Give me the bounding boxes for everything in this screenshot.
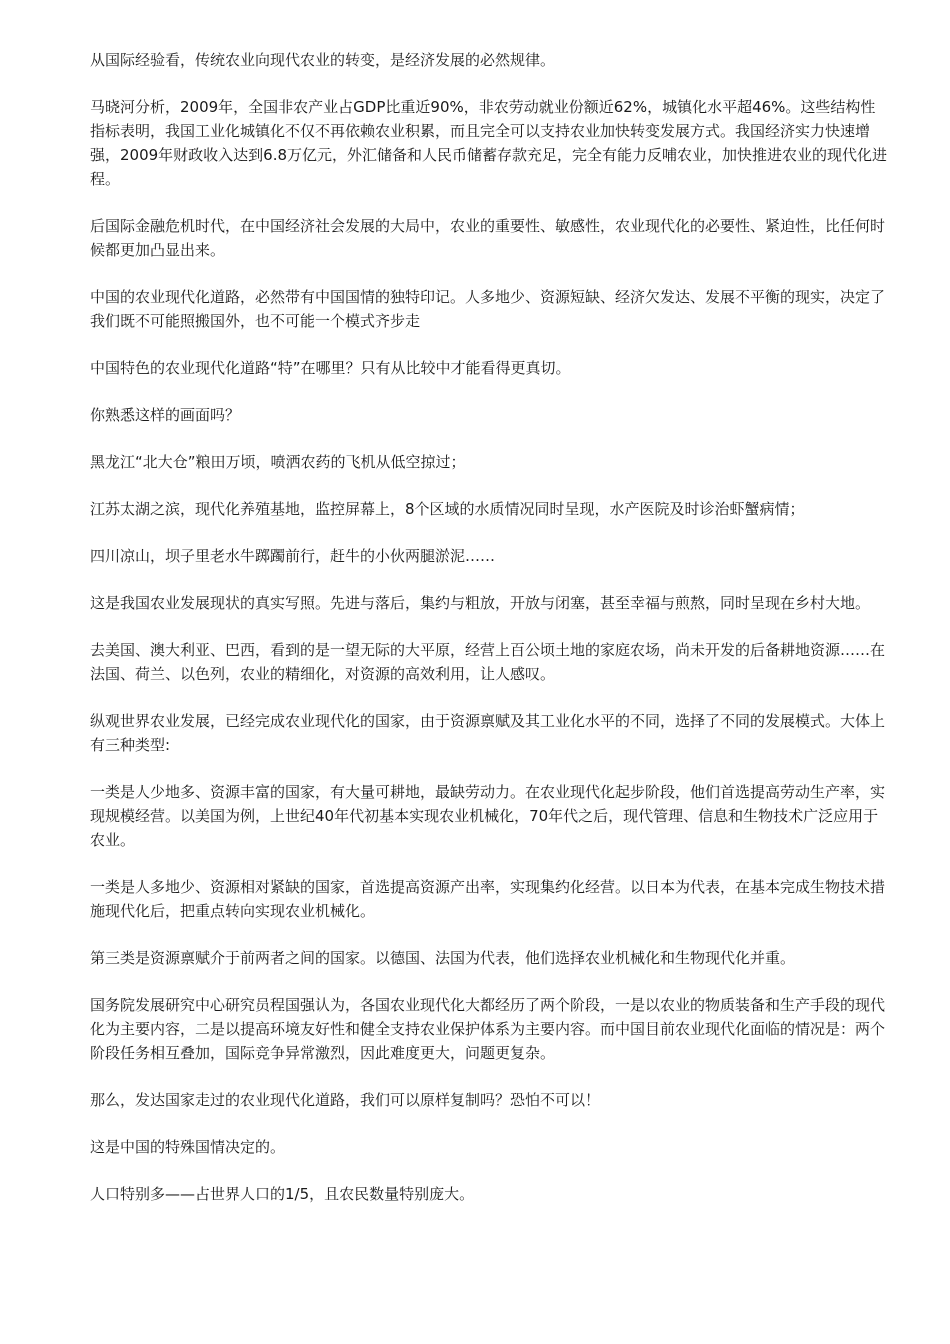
paragraph: 从国际经验看，传统农业向现代农业的转变，是经济发展的必然规律。 <box>90 51 556 69</box>
paragraph: 纵观世界农业发展，已经完成农业现代化的国家，由于资源禀赋及其工业化水平的不同，选择了不同的发展模式。大体上有三种类型: <box>90 712 886 754</box>
paragraph: 黑龙江“北大仓”粮田万顷，喷洒农药的飞机从低空掠过； <box>90 453 466 471</box>
paragraph: 第三类是资源禀赋介于前两者之间的国家。以德国、法国为代表，他们选择农业机械化和生物现代化并重。 <box>90 949 796 967</box>
paragraph: 这是我国农业发展现状的真实写照。先进与落后，集约与粗放，开放与闭塞，甚至幸福与煎熬，同时呈现在乡村大地。 <box>90 594 871 612</box>
paragraph: 这是中国的特殊国情决定的。 <box>90 1138 286 1156</box>
paragraph: 中国特色的农业现代化道路“特”在哪里？只有从比较中才能看得更真切。 <box>90 359 571 377</box>
paragraph: 后国际金融危机时代，在中国经济社会发展的大局中，农业的重要性、敏感性，农业现代化的必要性、紧迫性，比任何时候都更加凸显出来。 <box>90 217 886 259</box>
document-body <box>90 48 890 1229</box>
paragraph: 人口特别多——占世界人口的1/5，且农民数量特别庞大。 <box>90 1185 475 1203</box>
paragraph: 四川凉山，坝子里老水牛踯躅前行，赶牛的小伙两腿淤泥…… <box>90 547 496 565</box>
paragraph: 你熟悉这样的画面吗？ <box>90 406 241 424</box>
paragraph: 中国的农业现代化道路，必然带有中国国情的独特印记。人多地少、资源短缺、经济欠发达、发展不平衡的现实，决定了我们既不可能照搬国外，也不可能一个模式齐步走 <box>90 288 886 330</box>
paragraph: 一类是人少地多、资源丰富的国家，有大量可耕地，最缺劳动力。在农业现代化起步阶段，他们首选提高劳动生产率，实现规模经营。以美国为例，上世纪40年代初基本实现农业机械化，70年代之后，现代管理、信息和生物技术广泛应用于农业。 <box>90 783 886 849</box>
paragraph: 那么，发达国家走过的农业现代化道路，我们可以原样复制吗？恐怕不可以！ <box>90 1091 601 1109</box>
paragraph: 一类是人多地少、资源相对紧缺的国家，首选提高资源产出率，实现集约化经营。以日本为代表，在基本完成生物技术措施现代化后，把重点转向实现农业机械化。 <box>90 878 886 920</box>
paragraph: 马晓河分析，2009年，全国非农产业占GDP比重近90%，非农劳动就业份额近62%，城镇化水平超46%。这些结构性指标表明，我国工业化城镇化不仅不再依赖农业积累，而且完全可以支持农业加快转变发展方式。我国经济实力快速增强，2009年财政收入达到6.8万亿元，外汇储备和人民币储蓄存款充足，完全有能力反哺农业，加快推进农业的现代化进程。 <box>90 98 888 188</box>
paragraph: 江苏太湖之滨，现代化养殖基地，监控屏幕上，8个区域的水质情况同时呈现，水产医院及时诊治虾蟹病情； <box>90 500 805 518</box>
paragraph: 去美国、澳大利亚、巴西，看到的是一望无际的大平原，经营上百公顷土地的家庭农场，尚未开发的后备耕地资源……在法国、荷兰、以色列，农业的精细化，对资源的高效利用，让人感叹。 <box>90 641 886 683</box>
paragraph: 国务院发展研究中心研究员程国强认为，各国农业现代化大都经历了两个阶段，一是以农业的物质装备和生产手段的现代化为主要内容，二是以提高环境友好性和健全支持农业保护体系为主要内容。而中国目前农业现代化面临的情况是：两个阶段任务相互叠加，国际竞争异常激烈，因此难度更大，问题更复杂。 <box>90 996 886 1062</box>
